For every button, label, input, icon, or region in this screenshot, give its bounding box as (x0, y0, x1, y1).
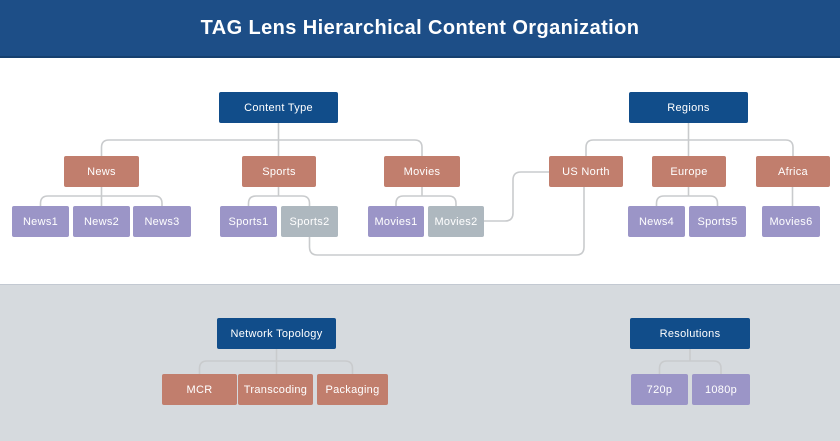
node-sports: Sports (242, 156, 316, 187)
node-africa: Africa (756, 156, 830, 187)
node-movies: Movies (384, 156, 460, 187)
node-sports5: Sports5 (689, 206, 746, 237)
node-movies6: Movies6 (762, 206, 820, 237)
node-packaging: Packaging (317, 374, 388, 405)
node-resolutions: Resolutions (630, 318, 750, 349)
node-sports2: Sports2 (281, 206, 338, 237)
node-us-north: US North (549, 156, 623, 187)
node-content-type: Content Type (219, 92, 338, 123)
node-720p: 720p (631, 374, 688, 405)
node-movies1: Movies1 (368, 206, 424, 237)
node-sports1: Sports1 (220, 206, 277, 237)
node-news4: News4 (628, 206, 685, 237)
node-movies2: Movies2 (428, 206, 484, 237)
node-1080p: 1080p (692, 374, 750, 405)
node-news3: News3 (133, 206, 191, 237)
node-mcr: MCR (162, 374, 237, 405)
node-transcoding: Transcoding (238, 374, 313, 405)
node-news2: News2 (73, 206, 130, 237)
node-regions: Regions (629, 92, 748, 123)
page-title: TAG Lens Hierarchical Content Organization (200, 16, 640, 39)
node-news: News (64, 156, 139, 187)
node-europe: Europe (652, 156, 726, 187)
node-network-topology: Network Topology (217, 318, 336, 349)
header-banner (0, 0, 840, 58)
infrastructure-section (0, 284, 840, 441)
node-news1: News1 (12, 206, 69, 237)
